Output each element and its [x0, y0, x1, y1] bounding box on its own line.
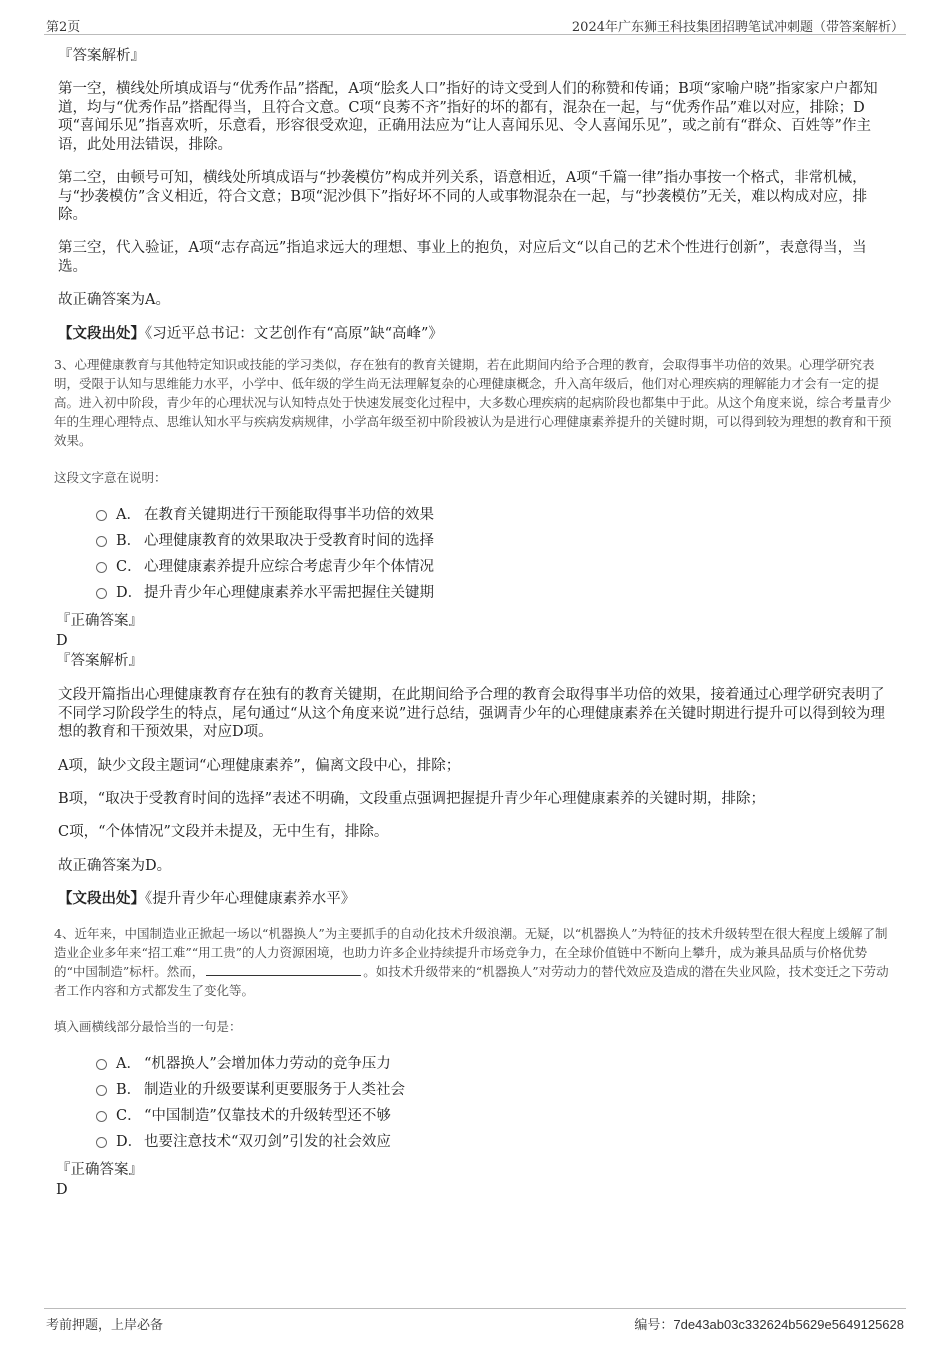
q3-analysis-para3: B项，“取决于受教育时间的选择”表述不明确，文段重点强调把握提升青少年心理健康素养的关键时期，排除； — [58, 791, 765, 807]
radio-icon[interactable] — [96, 1059, 107, 1070]
q3-answer-label: 『正确答案』 — [56, 613, 143, 629]
q3-option-b[interactable] — [96, 531, 434, 551]
q3-stem: 3、心理健康教育与其他特定知识或技能的学习类似，存在独有的教育关键期，若在此期间内给予合理的教育，会取得事半功倍的效果。心理学研究表明，受限于认知与思维能力水平，小学中、低年级的学生尚无法理解复杂的心理健康概念，升入高年级后，他们对心理疾病的理解能力才会有一定的提高。进入初中阶段，青少年的心理状况与认知特点处于快速发展变化过程中，大多数心理疾病的起病阶段也都集中于此。从这个角度来说，综合考量青少年的生理心理特点、思维认知水平与疾病发病规律，小学高年级至初中阶段被认为是进行心理健康素养提升的关键时期，可以得到较为理想的教育和干预效果。 — [54, 357, 892, 448]
q3-analysis-para2: A项，缺少文段主题词“心理健康素养”，偏离文段中心，排除； — [58, 758, 461, 774]
q4-option-d[interactable] — [96, 1132, 391, 1152]
fill-blank — [206, 963, 361, 976]
q3-analysis-label: 『答案解析』 — [56, 653, 143, 669]
radio-icon[interactable] — [96, 588, 107, 599]
option-letter: D． — [116, 585, 143, 601]
option-letter: B． — [116, 533, 142, 549]
option-letter: A． — [116, 507, 141, 523]
page-header — [44, 14, 906, 35]
q2-conclusion: 故正确答案为A。 — [58, 292, 170, 308]
option-letter: D． — [116, 1134, 143, 1150]
option-text: “机器换人”会增加体力劳动的竞争压力 — [144, 1056, 391, 1072]
option-text: 心理健康素养提升应综合考虑青少年个体情况 — [144, 559, 434, 575]
radio-icon[interactable] — [96, 510, 107, 521]
document-code — [634, 1314, 904, 1333]
q2-analysis-label: 『答案解析』 — [58, 48, 145, 64]
option-text: “中国制造”仅靠技术的升级转型还不够 — [144, 1108, 391, 1124]
radio-icon[interactable] — [96, 562, 107, 573]
q4-prompt: 填入画横线部分最恰当的一句是： — [54, 1019, 242, 1034]
page-footer — [44, 1308, 906, 1331]
q3-source-label: 【文段出处】 — [58, 890, 145, 907]
option-text: 也要注意技术“双刃剑”引发的社会效应 — [144, 1134, 391, 1150]
q4-answer: D — [56, 1182, 68, 1198]
option-text: 心理健康教育的效果取决于受教育时间的选择 — [144, 533, 434, 549]
page-number: 第2页 — [46, 20, 81, 35]
q4-option-c[interactable] — [96, 1106, 391, 1126]
q3-option-d[interactable] — [96, 583, 434, 603]
option-letter: C． — [116, 1108, 142, 1124]
radio-icon[interactable] — [96, 1111, 107, 1122]
q2-analysis-para1: 第一空，横线处所填成语与“优秀作品”搭配，A项“脍炙人口”指好的诗文受到人们的称赞和传诵；B项“家喻户晓”指家家户户都知道，均与“优秀作品”搭配得当，且符合文意。C项“良莠不齐”指好的坏的都有，混杂在一起，与“优秀作品”难以对应，排除；D项“喜闻乐见”指喜欢听，乐意看，形容很受欢迎，正确用法应为“让人喜闻乐见、令人喜闻乐见”，或之前有“群众、百姓等”作主语，此处用法错误，排除。 — [58, 81, 878, 153]
document-title: 2024年广东狮王科技集团招聘笔试冲刺题（带答案解析） — [571, 20, 904, 35]
q2-source-text: 《习近平总书记：文艺创作有“高原”缺“高峰”》 — [145, 326, 443, 342]
option-text: 制造业的升级要谋利更要服务于人类社会 — [144, 1082, 405, 1098]
code-value: 7de43ab03c332624b5629e5649125628 — [673, 1317, 904, 1332]
q4-option-b[interactable] — [96, 1080, 405, 1100]
option-letter: B． — [116, 1082, 142, 1098]
radio-icon[interactable] — [96, 1137, 107, 1148]
option-text: 提升青少年心理健康素养水平需把握住关键期 — [144, 585, 434, 601]
radio-icon[interactable] — [96, 1085, 107, 1096]
q3-prompt: 这段文字意在说明： — [54, 470, 167, 485]
option-letter: C． — [116, 559, 142, 575]
q4-stem-before: 4、近年来，中国制造业正掀起一场以“机器换人”为主要抓手的自动化技术升级浪潮。无疑，以“机器换人”为特征的技术升级转型在很大程度上缓解了制造业企业多年来“招工难”“用工贵”的人力资源困境，也助力许多企业持续提升市场竞争力，在全球价值链中不断向上攀升，成为兼具品质与价格优势的“中国制造”标杆。然而， — [54, 926, 888, 979]
q2-source-label: 【文段出处】 — [58, 325, 145, 342]
q2-source — [58, 325, 888, 344]
q2-analysis-para2: 第二空，由顿号可知，横线处所填成语与“抄袭模仿”构成并列关系，语意相近，A项“千篇一律”指办事按一个格式，非常机械，与“抄袭模仿”含义相近，符合文意；B项“泥沙俱下”指好坏不同的人或事物混杂在一起，与“抄袭模仿”无关，难以构成对应，排除。 — [58, 170, 868, 223]
option-letter: A． — [116, 1056, 141, 1072]
code-label: 编号： — [634, 1318, 674, 1333]
q2-analysis-para3: 第三空，代入验证，A项“志存高远”指追求远大的理想、事业上的抱负，对应后文“以自己的艺术个性进行创新”，表意得当，当选。 — [58, 240, 867, 275]
footer-slogan: 考前押题，上岸必备 — [46, 1318, 164, 1333]
q4-answer-label: 『正确答案』 — [56, 1162, 143, 1178]
q4-stem — [54, 924, 894, 1000]
q3-answer: D — [56, 633, 68, 649]
q3-source — [58, 890, 888, 909]
q3-analysis-para4: C项，“个体情况”文段并未提及，无中生有，排除。 — [58, 824, 389, 840]
q3-option-a[interactable] — [96, 505, 434, 525]
q3-option-c[interactable] — [96, 557, 434, 577]
q4-option-a[interactable] — [96, 1054, 391, 1074]
radio-icon[interactable] — [96, 536, 107, 547]
q3-source-text: 《提升青少年心理健康素养水平》 — [145, 891, 356, 907]
q4-stem-after: 。如技术升级带来的“机器换人”对劳动力的替代效应及造成的潜在失业风险，技术变迁之下劳动者工作内容和方式都发生了变化等。 — [54, 964, 889, 998]
q3-analysis-para1: 文段开篇指出心理健康教育存在独有的教育关键期，在此期间给予合理的教育会取得事半功倍的效果，接着通过心理学研究表明了不同学习阶段学生的特点，尾句通过“从这个角度来说”进行总结，强调青少年的心理健康素养在关键时期进行提升可以得到较为理想的教育和干预效果，对应D项。 — [58, 687, 885, 740]
option-text: 在教育关键期进行干预能取得事半功倍的效果 — [144, 507, 434, 523]
q3-conclusion: 故正确答案为D。 — [58, 858, 172, 874]
